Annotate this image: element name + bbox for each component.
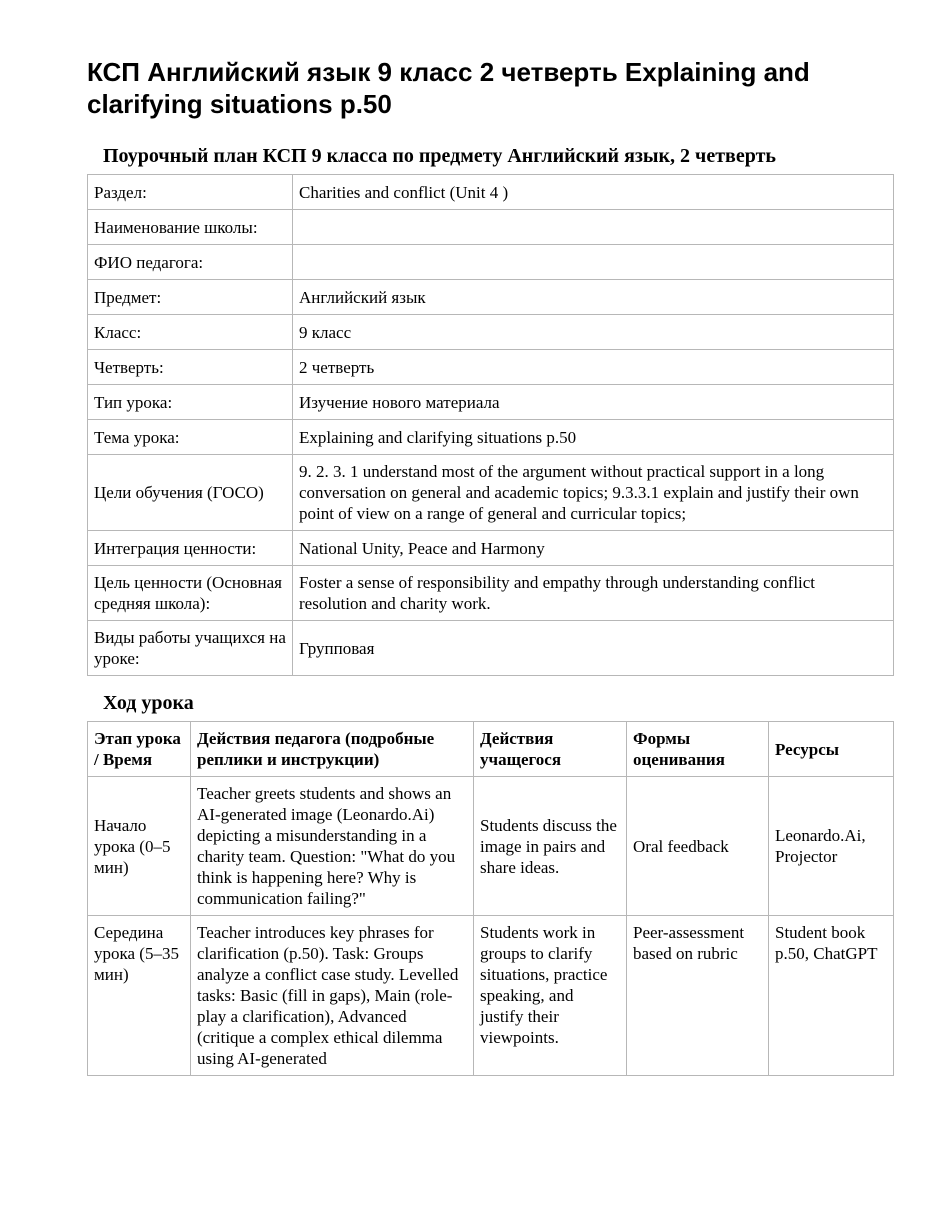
info-value: Групповая xyxy=(293,621,894,676)
stage-cell: Середина урока (5–35 мин) xyxy=(88,916,191,1076)
table-row xyxy=(88,175,894,210)
assessment-cell: Peer-assessment based on rubric xyxy=(627,916,769,1076)
table-row xyxy=(88,315,894,350)
table-header-row xyxy=(88,722,894,777)
info-value: 9 класс xyxy=(293,315,894,350)
info-label: Цели обучения (ГОСО) xyxy=(88,455,293,531)
lesson-process-heading: Ход урока xyxy=(103,692,194,714)
info-value: Charities and conflict (Unit 4 ) xyxy=(293,175,894,210)
info-value: National Unity, Peace and Harmony xyxy=(293,531,894,566)
info-value xyxy=(293,245,894,280)
document-title: КСП Английский язык 9 класс 2 четверть Explaining and clarifying situations p.50 xyxy=(87,57,810,119)
student-actions-cell: Students discuss the image in pairs and share ideas. xyxy=(474,777,627,916)
teacher-actions-cell: Teacher greets students and shows an AI-generated image (Leonardo.Ai) depicting a misunderstanding in a charity team. Question: "What do you think is happening here? Why is communication failing?" xyxy=(191,777,474,916)
lesson-process-table xyxy=(87,721,894,1076)
table-row xyxy=(88,777,894,916)
table-row xyxy=(88,455,894,531)
info-label: Класс: xyxy=(88,315,293,350)
resources-cell: Student book p.50, ChatGPT xyxy=(769,916,894,1076)
table-row xyxy=(88,916,894,1076)
assessment-cell: Oral feedback xyxy=(627,777,769,916)
table-row xyxy=(88,621,894,676)
stage-cell: Начало урока (0–5 мин) xyxy=(88,777,191,916)
table-row xyxy=(88,280,894,315)
table-row xyxy=(88,420,894,455)
info-label: ФИО педагога: xyxy=(88,245,293,280)
info-label: Раздел: xyxy=(88,175,293,210)
info-value: 2 четверть xyxy=(293,350,894,385)
teacher-actions-cell: Teacher introduces key phrases for clarification (p.50). Task: Groups analyze a conflict case study. Levelled tasks: Basic (fill in gaps), Main (role-play a clarification), Advanced (critique a complex ethical dilemma using AI-generated xyxy=(191,916,474,1076)
lesson-info-table xyxy=(87,174,894,676)
student-actions-cell: Students work in groups to clarify situations, practice speaking, and justify their viewpoints. xyxy=(474,916,627,1076)
info-value: Foster a sense of responsibility and empathy through understanding conflict resolution and charity work. xyxy=(293,566,894,621)
info-label: Тип урока: xyxy=(88,385,293,420)
info-label: Интеграция ценности: xyxy=(88,531,293,566)
plan-heading: Поурочный план КСП 9 класса по предмету Английский язык, 2 четверть xyxy=(103,145,776,167)
info-value: Изучение нового материала xyxy=(293,385,894,420)
resources-cell: Leonardo.Ai, Projector xyxy=(769,777,894,916)
column-header-stage: Этап урока / Время xyxy=(88,722,191,777)
info-value: Explaining and clarifying situations p.50 xyxy=(293,420,894,455)
table-row xyxy=(88,566,894,621)
info-label: Четверть: xyxy=(88,350,293,385)
info-label: Тема урока: xyxy=(88,420,293,455)
table-row xyxy=(88,350,894,385)
table-row xyxy=(88,210,894,245)
column-header-teacher: Действия педагога (подробные реплики и инструкции) xyxy=(191,722,474,777)
document-page xyxy=(87,56,893,1076)
info-label: Предмет: xyxy=(88,280,293,315)
info-value xyxy=(293,210,894,245)
column-header-assessment: Формы оценивания xyxy=(627,722,769,777)
info-value: 9. 2. 3. 1 understand most of the argument without practical support in a long conversation on general and academic topics; 9.3.3.1 explain and justify their own point of view on a range of general and curricular topics; xyxy=(293,455,894,531)
column-header-resources: Ресурсы xyxy=(769,722,894,777)
column-header-student: Действия учащегося xyxy=(474,722,627,777)
table-row xyxy=(88,385,894,420)
info-value: Английский язык xyxy=(293,280,894,315)
table-row xyxy=(88,531,894,566)
table-row xyxy=(88,245,894,280)
info-label: Виды работы учащихся на уроке: xyxy=(88,621,293,676)
info-label: Наименование школы: xyxy=(88,210,293,245)
info-label: Цель ценности (Основная средняя школа): xyxy=(88,566,293,621)
